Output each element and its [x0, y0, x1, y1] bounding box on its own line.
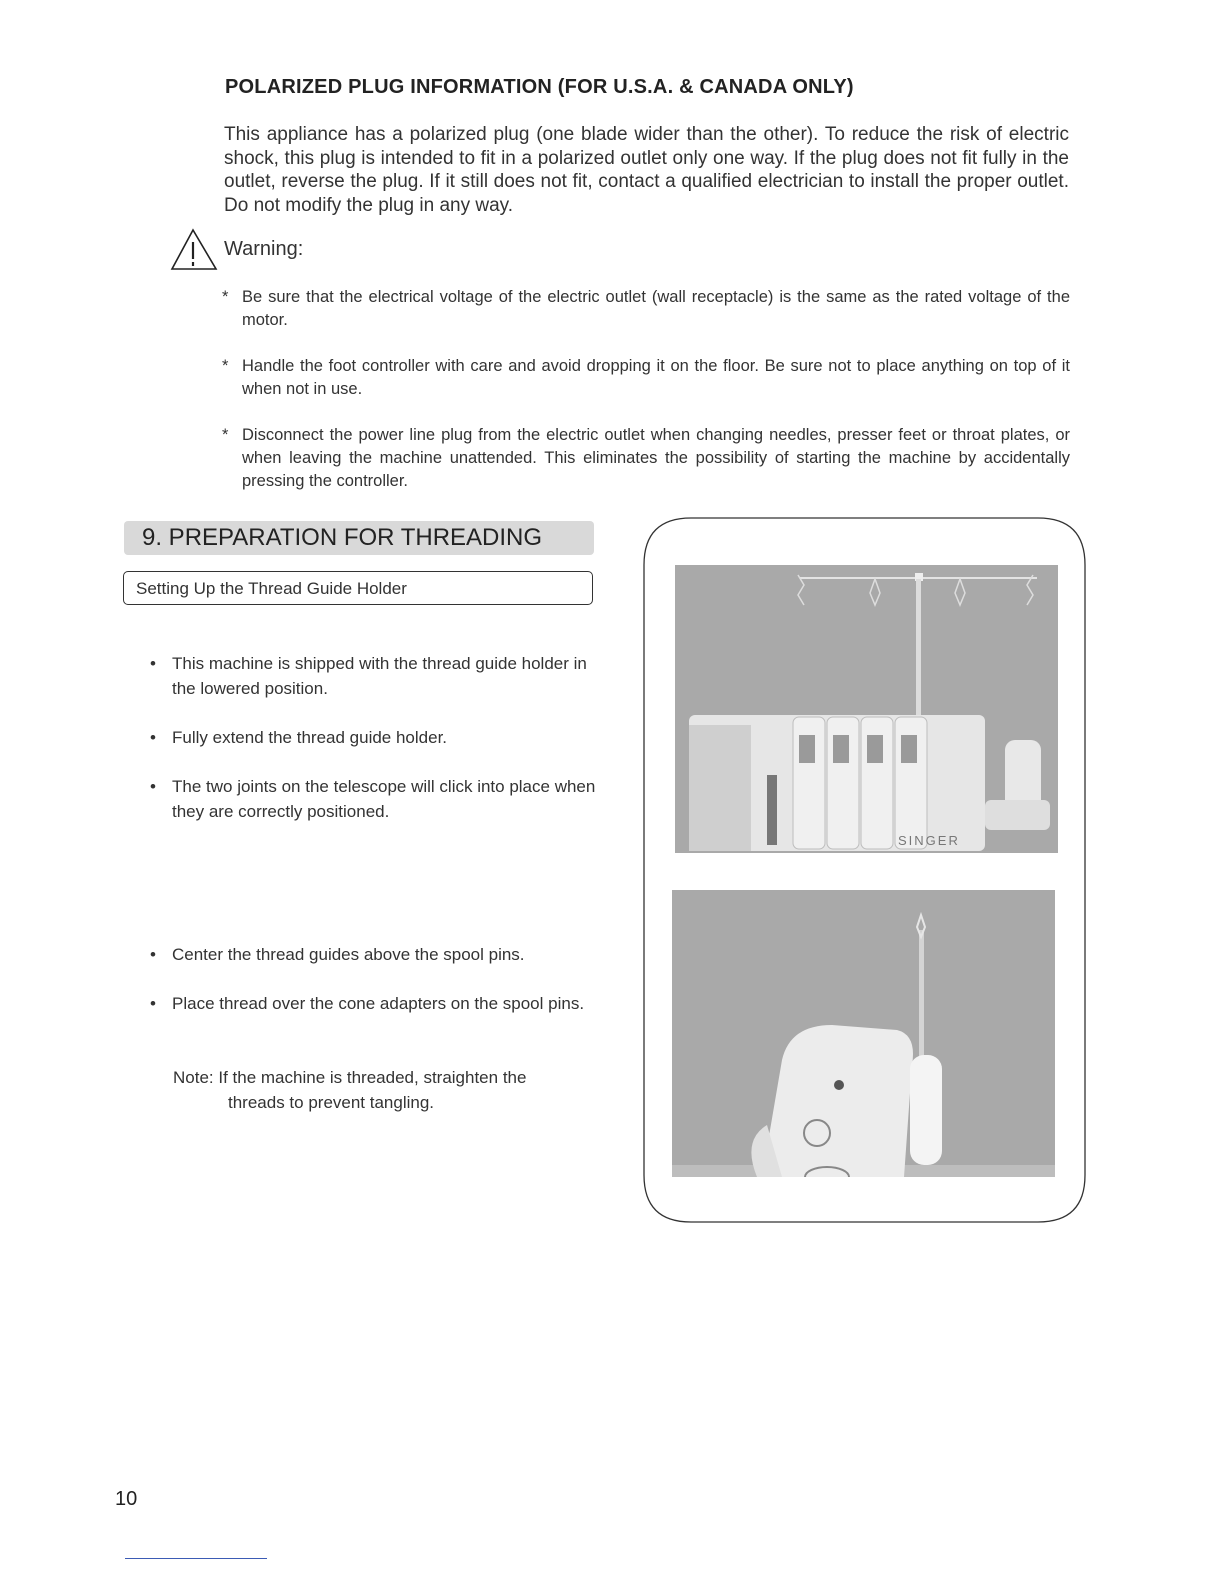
- warning-item-text: Disconnect the power line plug from the electric outlet when changing needles, presser feet or throat plates, or when leaving the machine unattended. This eliminates the possibility of starting the machine by accidentally pressing the controller.: [242, 426, 1070, 490]
- note: [173, 1066, 613, 1115]
- warning-item: [222, 355, 1070, 401]
- list-item-text: Fully extend the thread guide holder.: [172, 728, 448, 747]
- list-item: [150, 992, 610, 1017]
- list-item: [150, 775, 610, 824]
- note-label: Note:: [173, 1068, 214, 1087]
- warning-item-text: Handle the foot controller with care and avoid dropping it on the floor. Be sure not to place anything on top of it when not in use.: [242, 357, 1070, 398]
- bullet-marker: •: [150, 654, 156, 673]
- bullet-marker: •: [150, 994, 156, 1013]
- thread-guide-holder-side-photo: [672, 890, 1055, 1177]
- warning-item: [222, 424, 1070, 493]
- thread-guide-holder-extended-photo: [675, 565, 1058, 853]
- warning-item: [222, 286, 1070, 332]
- subsection-heading: [123, 571, 593, 605]
- list-item-text: This machine is shipped with the thread guide holder in the lowered position.: [172, 654, 587, 698]
- note-text-continued: threads to prevent tangling.: [228, 1092, 435, 1112]
- bullet-marker: *: [222, 357, 229, 375]
- bullet-marker: *: [222, 426, 229, 444]
- note-text: If the machine is threaded, straighten the: [218, 1068, 527, 1087]
- list-item-text: The two joints on the telescope will click into place when they are correctly positioned.: [172, 777, 596, 821]
- bullet-marker: •: [150, 728, 156, 747]
- intro-paragraph: This appliance has a polarized plug (one blade wider than the other). To reduce the risk of electric shock, this plug is intended to fit in a polarized outlet only one way. If the plug does not fit fully in the outlet, reverse the plug. If it still does not fit, contact a qualified electrician to install the proper outlet. Do not modify the plug in any way.: [224, 124, 1069, 216]
- list-item: [150, 652, 610, 701]
- footer-rule: [125, 1558, 267, 1559]
- list-item: [150, 726, 610, 751]
- section-heading: [124, 521, 594, 555]
- list-item-text: Place thread over the cone adapters on the spool pins.: [172, 994, 585, 1013]
- section-heading-text: 9. PREPARATION FOR THREADING: [142, 524, 543, 551]
- warning-label: Warning:: [224, 238, 304, 260]
- subsection-heading-text: Setting Up the Thread Guide Holder: [136, 579, 407, 598]
- warning-item-text: Be sure that the electrical voltage of the electric outlet (wall receptacle) is the same as the rated voltage of the motor.: [242, 288, 1070, 329]
- warning-triangle-icon: [170, 228, 222, 272]
- page-title: POLARIZED PLUG INFORMATION (FOR U.S.A. & CANADA ONLY): [225, 76, 854, 98]
- list-item-text: Center the thread guides above the spool pins.: [172, 945, 525, 964]
- list-item: [150, 943, 610, 968]
- bullet-marker: •: [150, 945, 156, 964]
- brand-text: SINGER: [898, 833, 960, 848]
- page-number: 10: [115, 1488, 138, 1510]
- bullet-marker: •: [150, 777, 156, 796]
- bullet-marker: *: [222, 288, 229, 306]
